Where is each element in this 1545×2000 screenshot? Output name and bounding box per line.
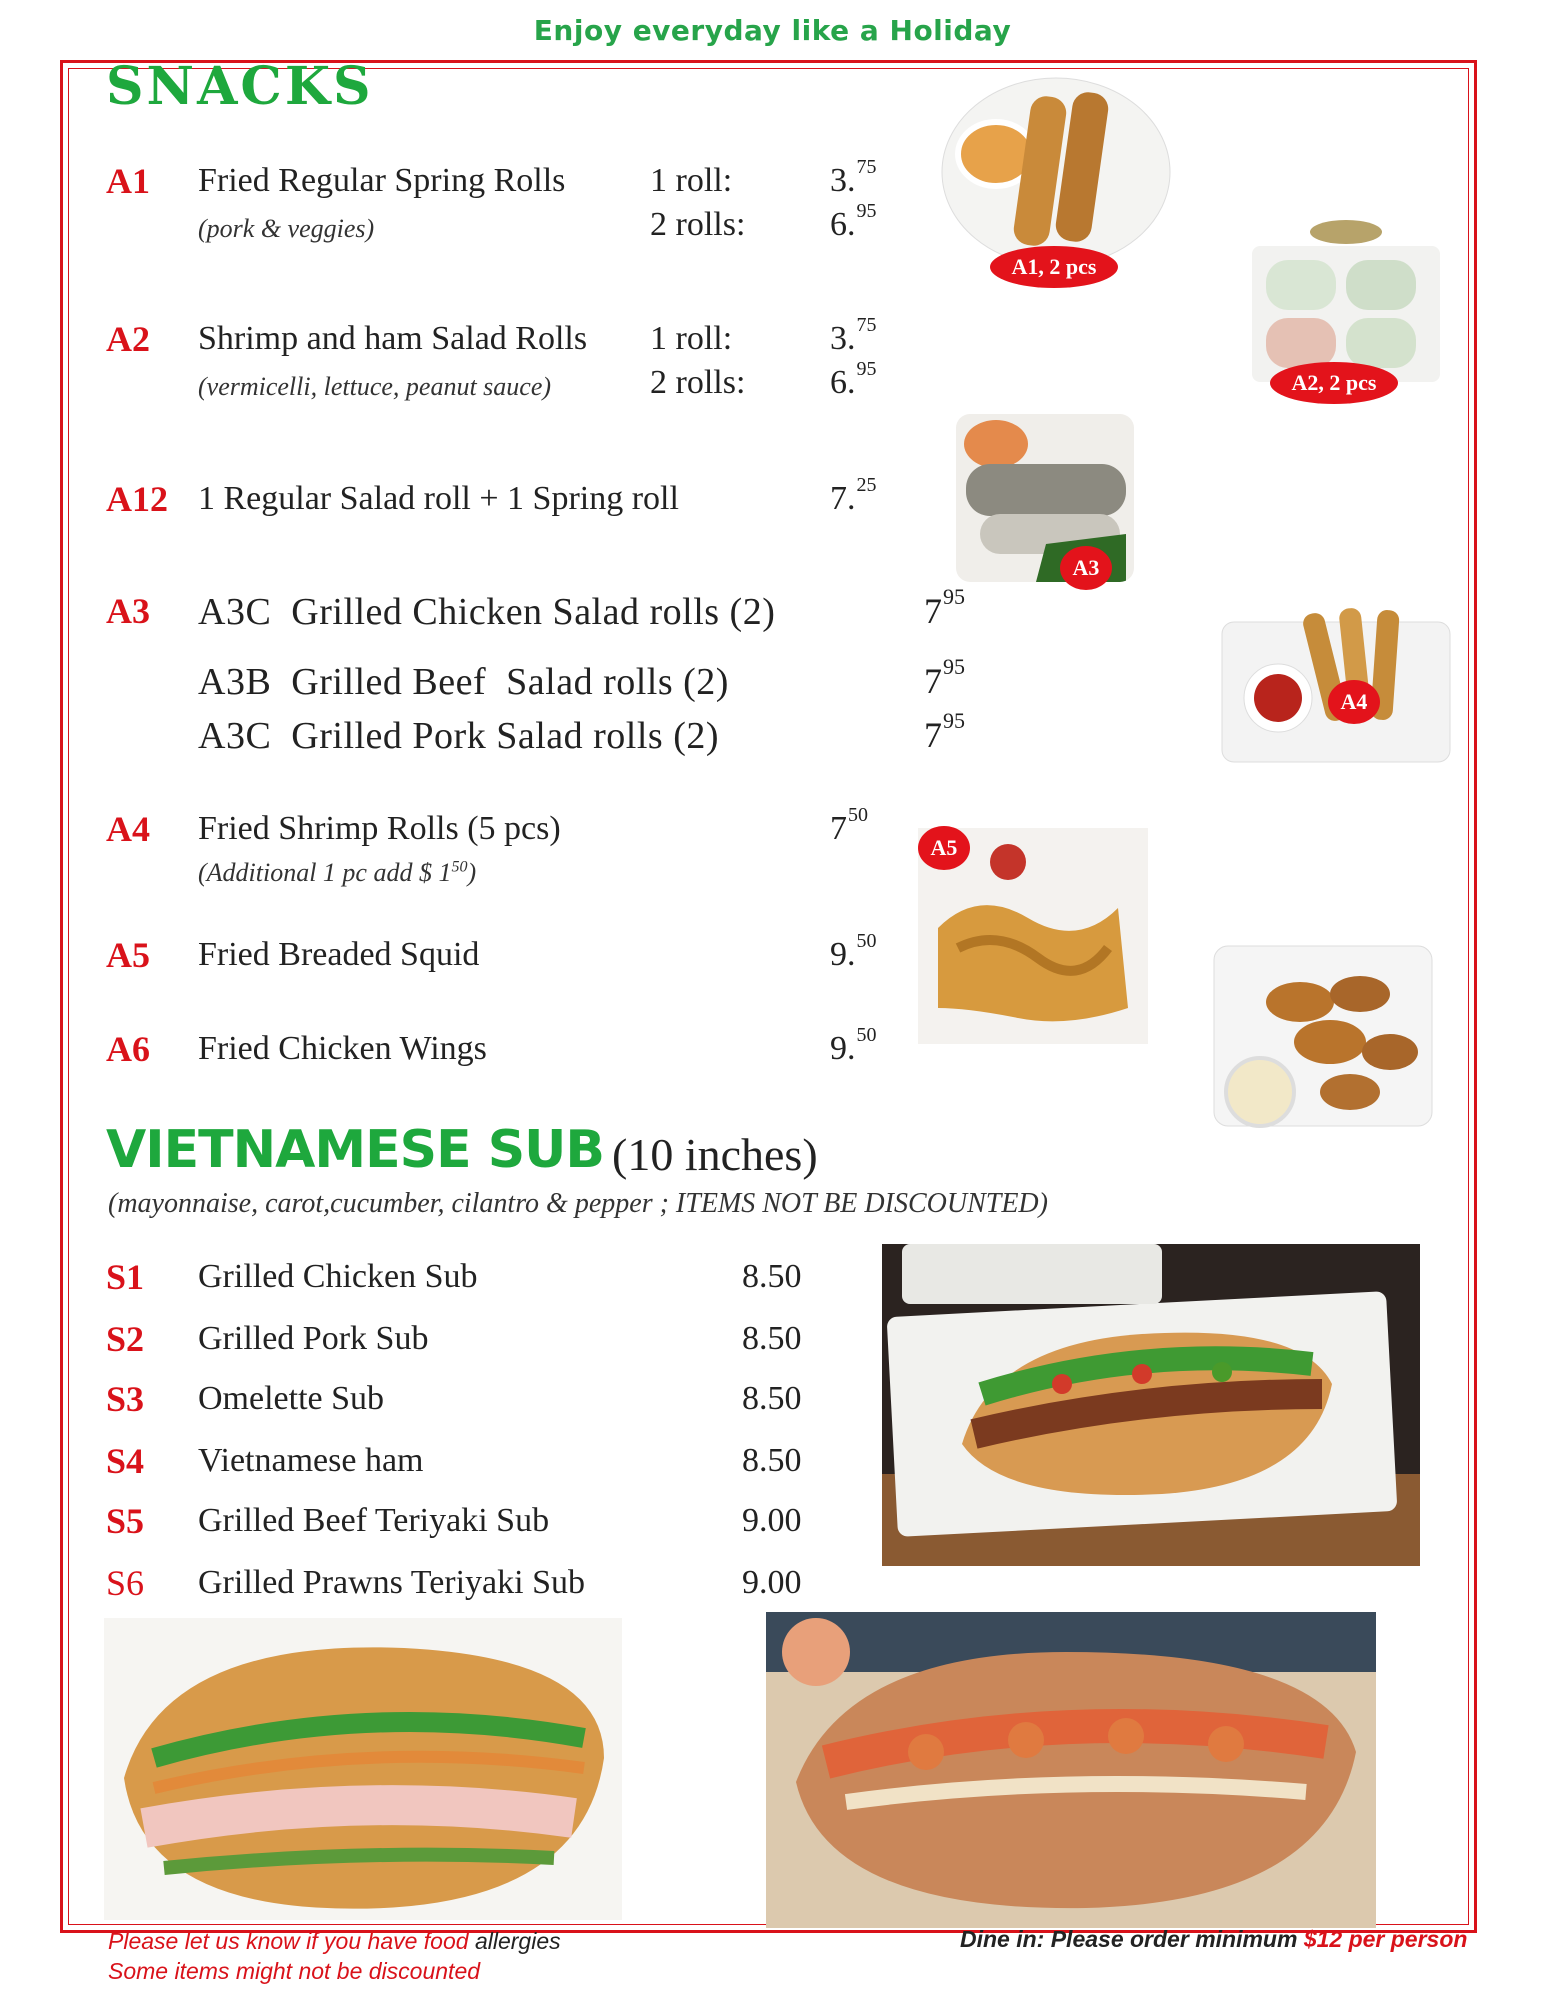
- item-price: $7^{95}$: [924, 584, 965, 631]
- item-name: Fried Regular Spring Rolls: [198, 162, 566, 199]
- footer-allergy-note: Please let us know if you have food allergies Some items might not be discounted: [108, 1928, 561, 1984]
- item-qty: 2 rolls:: [650, 206, 746, 243]
- item-code: A1: [106, 161, 150, 201]
- item-name: 1 Regular Salad roll + 1 Spring roll: [198, 480, 679, 517]
- sub-price: 9.00: [742, 1502, 802, 1539]
- photo-badge: A4: [1328, 680, 1380, 724]
- item-code: A4: [106, 809, 150, 849]
- item-note: (vermicelli, lettuce, peanut sauce): [198, 372, 552, 401]
- sub-name: Omelette Sub: [198, 1380, 385, 1417]
- salad-rolls-photo: [1246, 216, 1446, 386]
- item-name: Fried Chicken Wings: [198, 1030, 487, 1067]
- sub-price: 8.50: [742, 1442, 802, 1479]
- item-price: 3.75: [830, 314, 877, 357]
- sub-code: S1: [106, 1257, 145, 1297]
- item-price: 9.50: [830, 1024, 877, 1067]
- item-price: 6.95: [830, 358, 877, 401]
- sub-name: Grilled Pork Sub: [198, 1320, 429, 1357]
- sub-note: (mayonnaise, carot,cucumber, cilantro & pepper ; ITEMS NOT BE DISCOUNTED): [108, 1188, 1048, 1219]
- sub-code: S5: [106, 1501, 145, 1541]
- item-code: A12: [106, 479, 168, 519]
- photo-badge: A2, 2 pcs: [1270, 362, 1398, 404]
- sub-price: 8.50: [742, 1380, 802, 1417]
- item-code: A3: [106, 591, 150, 631]
- footer-dine-in-note: Dine in: Please order minimum $12 per person: [960, 1926, 1468, 1952]
- sub-code: S6: [106, 1563, 145, 1603]
- photo-badge: A1, 2 pcs: [990, 246, 1118, 288]
- item-code: A5: [106, 935, 150, 975]
- sub-price: 8.50: [742, 1320, 802, 1357]
- sub-price: 8.50: [742, 1258, 802, 1295]
- sub-title: VIETNAMESE SUB: [106, 1120, 605, 1180]
- sub-code: S2: [106, 1319, 145, 1359]
- item-price: 7.25: [830, 474, 877, 517]
- item-note: (pork & veggies): [198, 214, 375, 243]
- item-price: $7^{95}$: [924, 708, 965, 755]
- item-name: Shrimp and ham Salad Rolls: [198, 320, 588, 357]
- item-qty: 1 roll:: [650, 320, 733, 357]
- prawns-sub-photo: [766, 1612, 1376, 1928]
- sub-code: S4: [106, 1441, 145, 1481]
- chicken-wings-photo: [1210, 942, 1436, 1130]
- sub-size: (10 inches): [612, 1129, 818, 1180]
- sub-name: Grilled Prawns Teriyaki Sub: [198, 1564, 585, 1601]
- grilled-pork-sub-photo: [882, 1244, 1420, 1566]
- item-name: A3C Grilled Pork Salad rolls (2): [198, 715, 720, 757]
- sub-name: Grilled Beef Teriyaki Sub: [198, 1502, 550, 1539]
- item-name: A3B Grilled Beef Salad rolls (2): [198, 661, 729, 703]
- item-name: Fried Shrimp Rolls (5 pcs): [198, 810, 561, 847]
- snacks-title: SNACKS: [106, 56, 374, 117]
- item-qty: 2 rolls:: [650, 364, 746, 401]
- sub-price: 9.00: [742, 1564, 802, 1601]
- item-code: A2: [106, 319, 150, 359]
- photo-badge: A5: [918, 826, 970, 870]
- tagline: Enjoy everyday like a Holiday: [533, 14, 1012, 47]
- sub-code: S3: [106, 1379, 145, 1419]
- item-name: Fried Breaded Squid: [198, 936, 480, 973]
- item-name: A3C Grilled Chicken Salad rolls (2): [198, 591, 776, 633]
- item-note: (Additional 1 pc add $ $1^{50}$): [198, 858, 477, 887]
- item-code: A6: [106, 1029, 150, 1069]
- item-price: 9.50: [830, 930, 877, 973]
- ham-sub-photo: [104, 1618, 622, 1920]
- photo-badge: A3: [1060, 546, 1112, 590]
- sub-name: Vietnamese ham: [198, 1442, 424, 1479]
- spring-rolls-photo: [940, 74, 1172, 270]
- item-price: $7^{95}$: [924, 654, 965, 701]
- item-price: $7^{50}$: [830, 804, 868, 847]
- sub-name: Grilled Chicken Sub: [198, 1258, 478, 1295]
- item-price: 3.75: [830, 156, 877, 199]
- item-price: 6.95: [830, 200, 877, 243]
- item-qty: 1 roll:: [650, 162, 733, 199]
